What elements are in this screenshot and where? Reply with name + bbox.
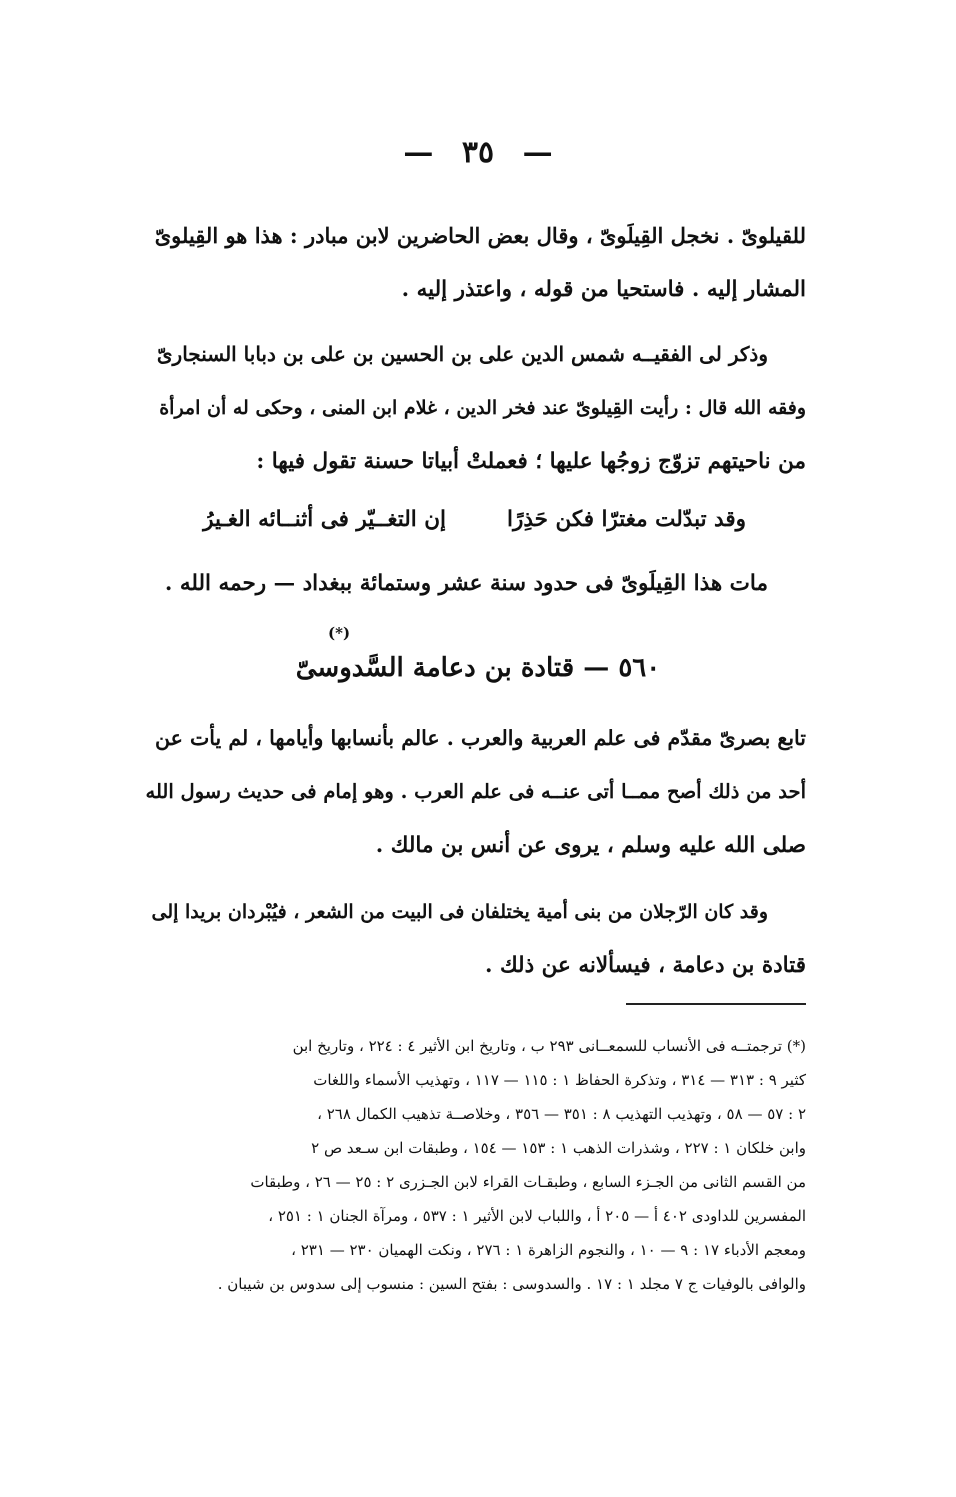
paragraph-2-line-3: من ناحيتهم تزوّج زوجُها عليها ؛ فعملتْ أبياتا حسنة تقول فيها : bbox=[256, 449, 806, 474]
footnote-line-1: (*) ترجمتــه فى الأنساب للسمعــانى ٢٩٣ ب ، وتاريخ ابن الأثير ٤ : ٢٢٤ ، وتاريخ ابن bbox=[292, 1037, 806, 1055]
header-dash-right: — bbox=[522, 135, 553, 170]
paragraph-2-line-1: وذكر لى الفقيــه شمس الدين على بن الحسين بن على بن دبابا السنجارىّ bbox=[156, 342, 768, 366]
paragraph-3: مات هذا القِيلَوىّ فى حدود سنة عشر وستمائة ببغداد — رحمه الله . bbox=[164, 571, 768, 596]
paragraph-5-line-2: قتادة بن دعامة ، فيسألانه عن ذلك . bbox=[484, 953, 806, 978]
entry-name: قتادة بن دعامة السَّدوسىّ bbox=[295, 653, 575, 683]
paragraph-4-line-3: صلى الله عليه وسلم ، يروى عن أنس بن مالك . bbox=[375, 833, 806, 858]
entry-heading bbox=[0, 640, 956, 696]
footnote-line-7: ومعجم الأدباء ١٧ : ٩ — ١٠ ، والنجوم الزاهرة ١ : ٢٧٦ ، ونكت الهميان ٢٣٠ — ٢٣١ ، bbox=[291, 1241, 806, 1259]
footnote-line-2: كثير ٩ : ٣١٣ — ٣١٤ ، وتذكرة الحفاظ ١ : ١١٥ — ١١٧ ، وتهذيب الأسماء واللغات bbox=[313, 1071, 806, 1089]
page-header bbox=[0, 135, 956, 170]
header-dash-left: — bbox=[403, 135, 434, 170]
paragraph-5-line-1: وقد كان الرّجلان من بنى أمية يختلفان فى البيت من الشعر ، فيُبْردان بريدا إلى bbox=[151, 901, 768, 923]
footnote-marker: (*) bbox=[328, 624, 351, 642]
verse-hemistich-1: إن التغــيّر فى أثنــائه الغـيرُ bbox=[203, 507, 446, 532]
paragraph-1-line-1: للقيلوىّ . نخجل القِيلَوىّ ، وقال بعض الحاضرين لابن مبادر : هذا هو القِيلوىّ bbox=[154, 223, 806, 248]
paragraph-2-line-2: وفقه الله قال : رأيت القِيلوىّ عند فخر الدين ، غلام ابن المنى ، وحكى له أن امرأة bbox=[159, 397, 806, 419]
poem-verse bbox=[146, 492, 806, 548]
footnote-line-6: المفسرين للداودى ٤٠٢ أ — ٢٠٥ أ ، واللباب لابن الأثير ١ : ٥٣٧ ، ومرآة الجنان ١ : ٢٥١ ، bbox=[268, 1207, 806, 1225]
entry-dash: — bbox=[583, 653, 610, 683]
footnote-line-3: ٢ : ٥٧ — ٥٨ ، وتهذيب التهذيب ٨ : ٣٥١ — ٣٥٦ ، وخلاصــة تذهيب الكمال ٢٦٨ ، bbox=[317, 1105, 806, 1123]
paragraph-4-line-1: تابع بصرىّ مقدّم فى علم العربية والعرب . عالم بأنسابها وأيامها ، لم يأت عن bbox=[155, 726, 806, 750]
paragraph-4-line-2: أحد من ذلك أصح ممــا أتى عنــه فى علم العرب . وهو إمام فى حديث رسول الله bbox=[145, 780, 806, 803]
verse-hemistich-2: وقد تبدّلت مغترّا فكن حَذِرًا bbox=[507, 507, 746, 532]
footnote-separator bbox=[626, 1003, 806, 1005]
footnote-line-8: والوافى بالوفيات ج ٧ مجلد ١ : ١٧ . والسدوسى : بفتح السين : منسوب إلى سدوس بن شيبان . bbox=[217, 1275, 806, 1293]
page-number: ٣٥ bbox=[461, 135, 495, 170]
footnote-line-4: وابن خلكان ١ : ٢٢٧ ، وشذرات الذهب ١ : ١٥٣ — ١٥٤ ، وطبقات ابن سـعد ص ٢ bbox=[311, 1139, 806, 1157]
entry-number: ٥٦٠ bbox=[618, 653, 661, 683]
paragraph-1-line-2: المشار إليه . فاستحيا من قوله ، واعتذر إليه . bbox=[401, 277, 806, 302]
footnote-line-5: من القسم الثانى من الجـزء السابع ، وطبقـات القراء لابن الجـزرى ٢ : ٢٥ — ٢٦ ، وطبقات bbox=[250, 1173, 806, 1191]
